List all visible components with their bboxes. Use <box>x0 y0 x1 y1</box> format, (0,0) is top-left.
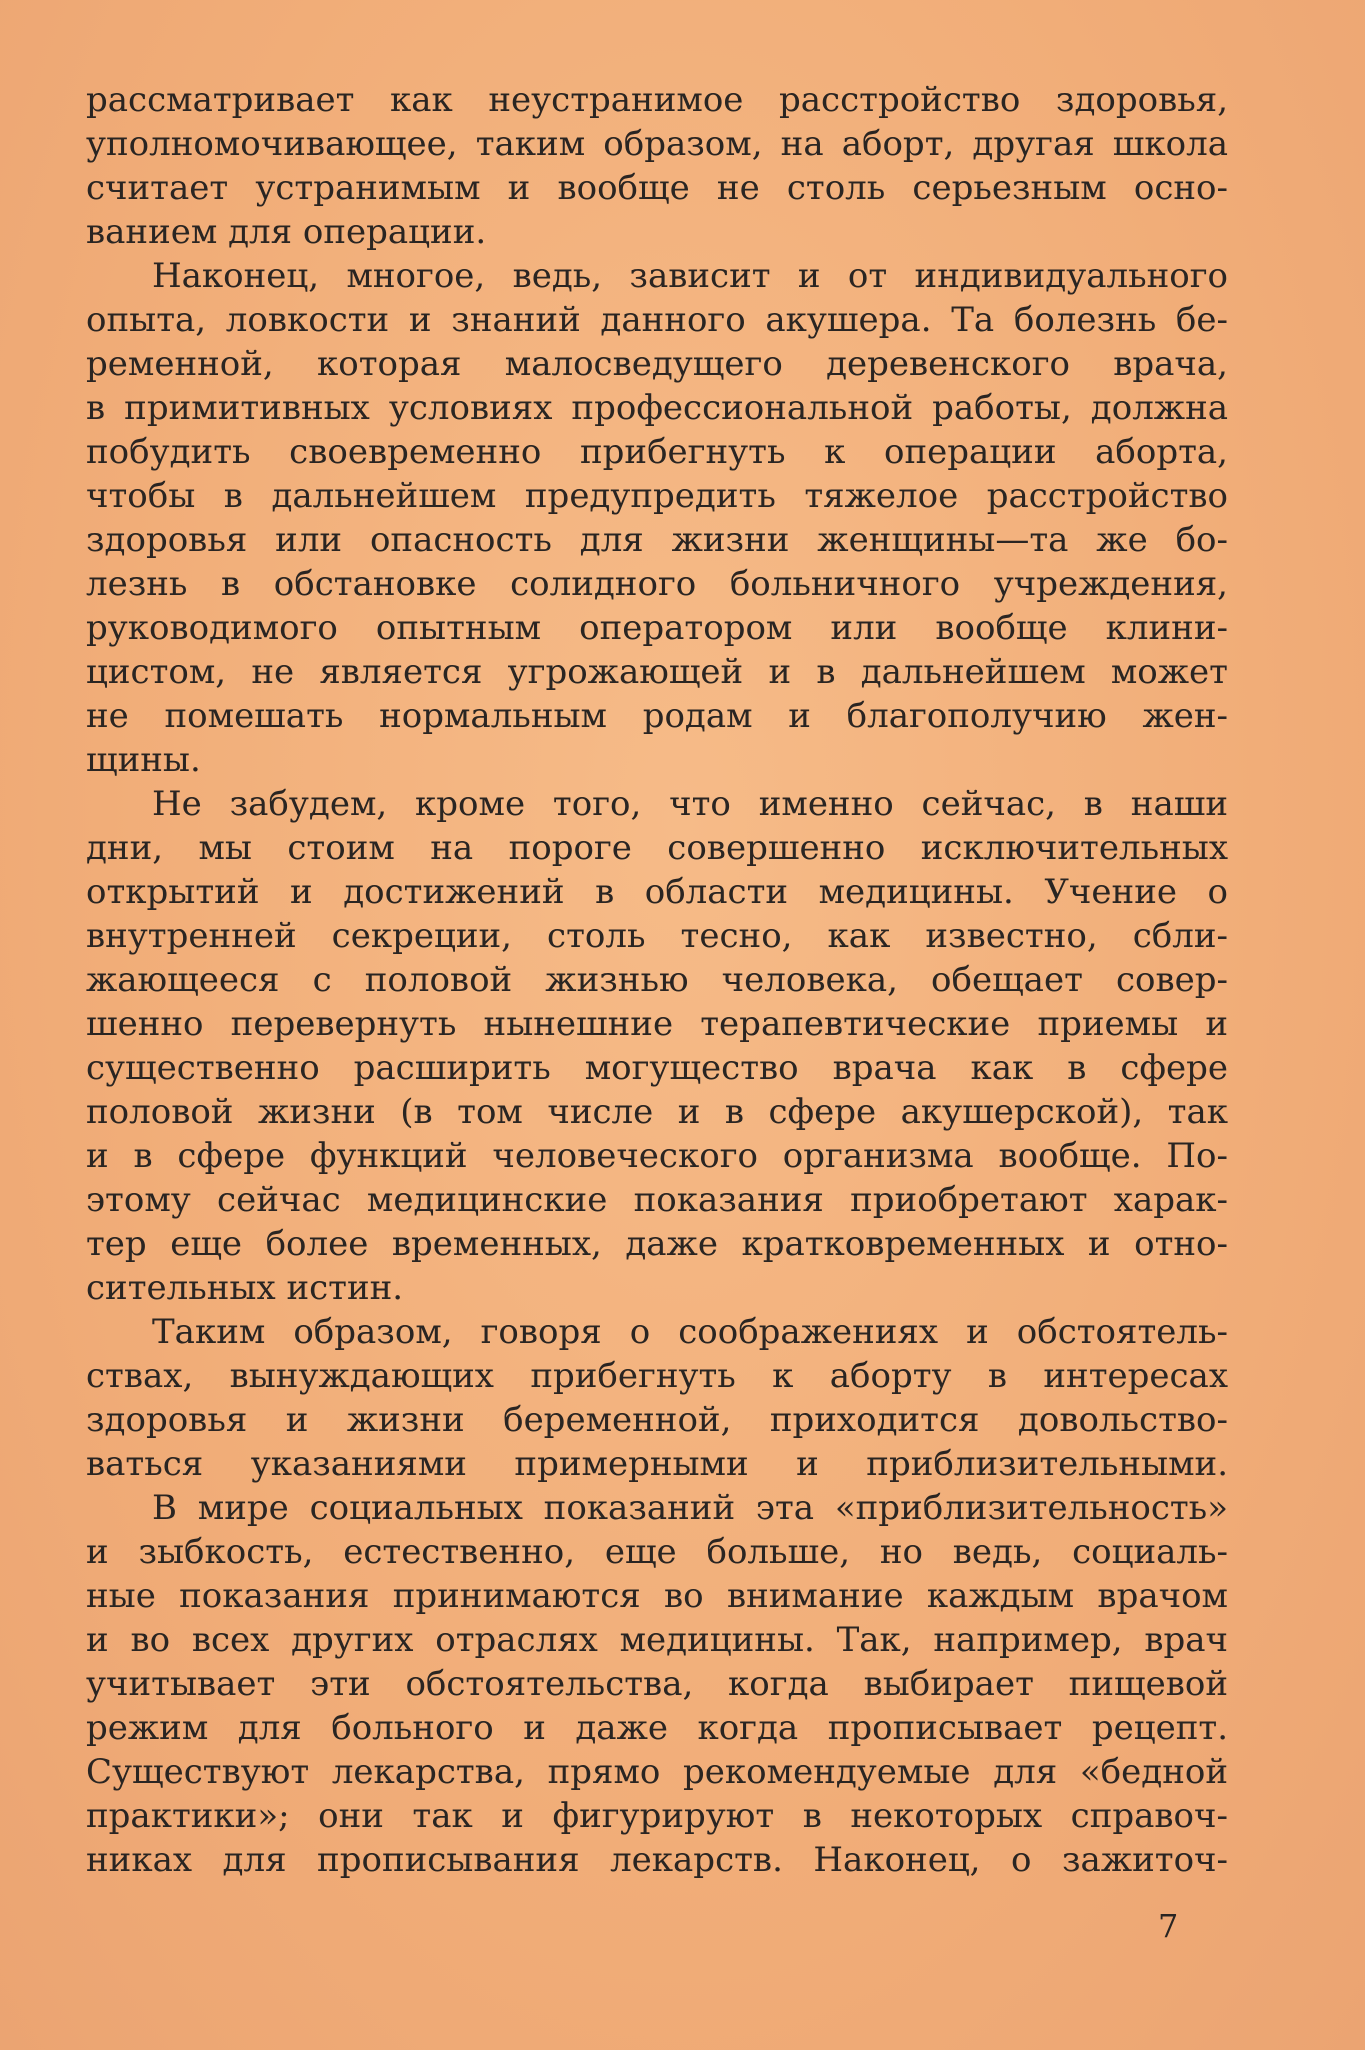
text-line: Таким образом, говоря о соображениях и обстоятель- <box>152 1312 1228 1352</box>
text-line: рассматривает как неустранимое расстройство здоровья, <box>86 80 1228 120</box>
text-line: Существуют лекарства, прямо рекомендуемые для «бедной <box>86 1752 1228 1792</box>
text-line: побудить своевременно прибегнуть к операции аборта, <box>86 432 1228 472</box>
text-line: дни, мы стоим на пороге совершенно исключительных <box>86 828 1228 868</box>
text-line: и в сфере функций человеческого организма вообще. По- <box>86 1136 1228 1176</box>
text-line: существенно расширить могущество врача как в сфере <box>86 1048 1228 1088</box>
text-line: никах для прописывания лекарств. Наконец, о зажиточ- <box>86 1840 1228 1880</box>
text-line: жающееся с половой жизнью человека, обещает совер- <box>86 960 1228 1000</box>
text-line: ные показания принимаются во внимание каждым врачом <box>86 1576 1228 1616</box>
text-line: и во всех других отраслях медицины. Так, например, врач <box>86 1620 1228 1660</box>
text-line: не помешать нормальным родам и благополучию жен- <box>86 696 1228 736</box>
text-line: опыта, ловкости и знаний данного акушера. Та болезнь бе- <box>86 300 1228 340</box>
text-line: сительных истин. <box>86 1268 404 1308</box>
text-line: открытий и достижений в области медицины. Учение о <box>86 872 1228 912</box>
text-line: здоровья и жизни беременной, приходится довольство- <box>86 1400 1228 1440</box>
text-line: лезнь в обстановке солидного больничного учреждения, <box>86 564 1228 604</box>
text-line: цистом, не является угрожающей и в дальнейшем может <box>86 652 1228 692</box>
text-line: ствах, вынуждающих прибегнуть к аборту в интересах <box>86 1356 1228 1396</box>
text-line: в примитивных условиях профессиональной работы, должна <box>86 388 1228 428</box>
text-line: ваться указаниями примерными и приблизительными. <box>86 1444 1228 1484</box>
text-line: Не забудем, кроме того, что именно сейчас, в наши <box>152 784 1228 824</box>
text-line: ванием для операции. <box>86 212 487 252</box>
text-line: руководимого опытным оператором или вообще клини- <box>86 608 1228 648</box>
text-line: уполномочивающее, таким образом, на аборт, другая школа <box>86 124 1228 164</box>
text-line: щины. <box>86 740 201 780</box>
page-number: 7 <box>1158 1907 1179 1945</box>
text-line: чтобы в дальнейшем предупредить тяжелое расстройство <box>86 476 1228 516</box>
text-line: ременной, которая малосведущего деревенского врача, <box>86 344 1228 384</box>
text-line: учитывает эти обстоятельства, когда выбирает пищевой <box>86 1664 1228 1704</box>
text-line: практики»; они так и фигурируют в некоторых справоч- <box>86 1796 1228 1836</box>
text-line: внутренней секреции, столь тесно, как известно, сбли- <box>86 916 1228 956</box>
text-line: считает устранимым и вообще не столь серьезным осно- <box>86 168 1228 208</box>
text-line: этому сейчас медицинские показания приобретают харак- <box>86 1180 1228 1220</box>
page-text <box>86 78 1228 1882</box>
text-line: здоровья или опасность для жизни женщины—та же бо- <box>86 520 1228 560</box>
text-line: режим для больного и даже когда прописывает рецепт. <box>86 1708 1228 1748</box>
text-line: В мире социальных показаний эта «приблизительность» <box>152 1488 1228 1528</box>
text-line: шенно перевернуть нынешние терапевтические приемы и <box>86 1004 1228 1044</box>
text-line: Наконец, многое, ведь, зависит и от индивидуального <box>152 256 1228 296</box>
text-line: половой жизни (в том числе и в сфере акушерской), так <box>86 1092 1228 1132</box>
text-line: тер еще более временных, даже кратковременных и отно- <box>86 1224 1228 1264</box>
text-line: и зыбкость, естественно, еще больше, но ведь, социаль- <box>86 1532 1228 1572</box>
